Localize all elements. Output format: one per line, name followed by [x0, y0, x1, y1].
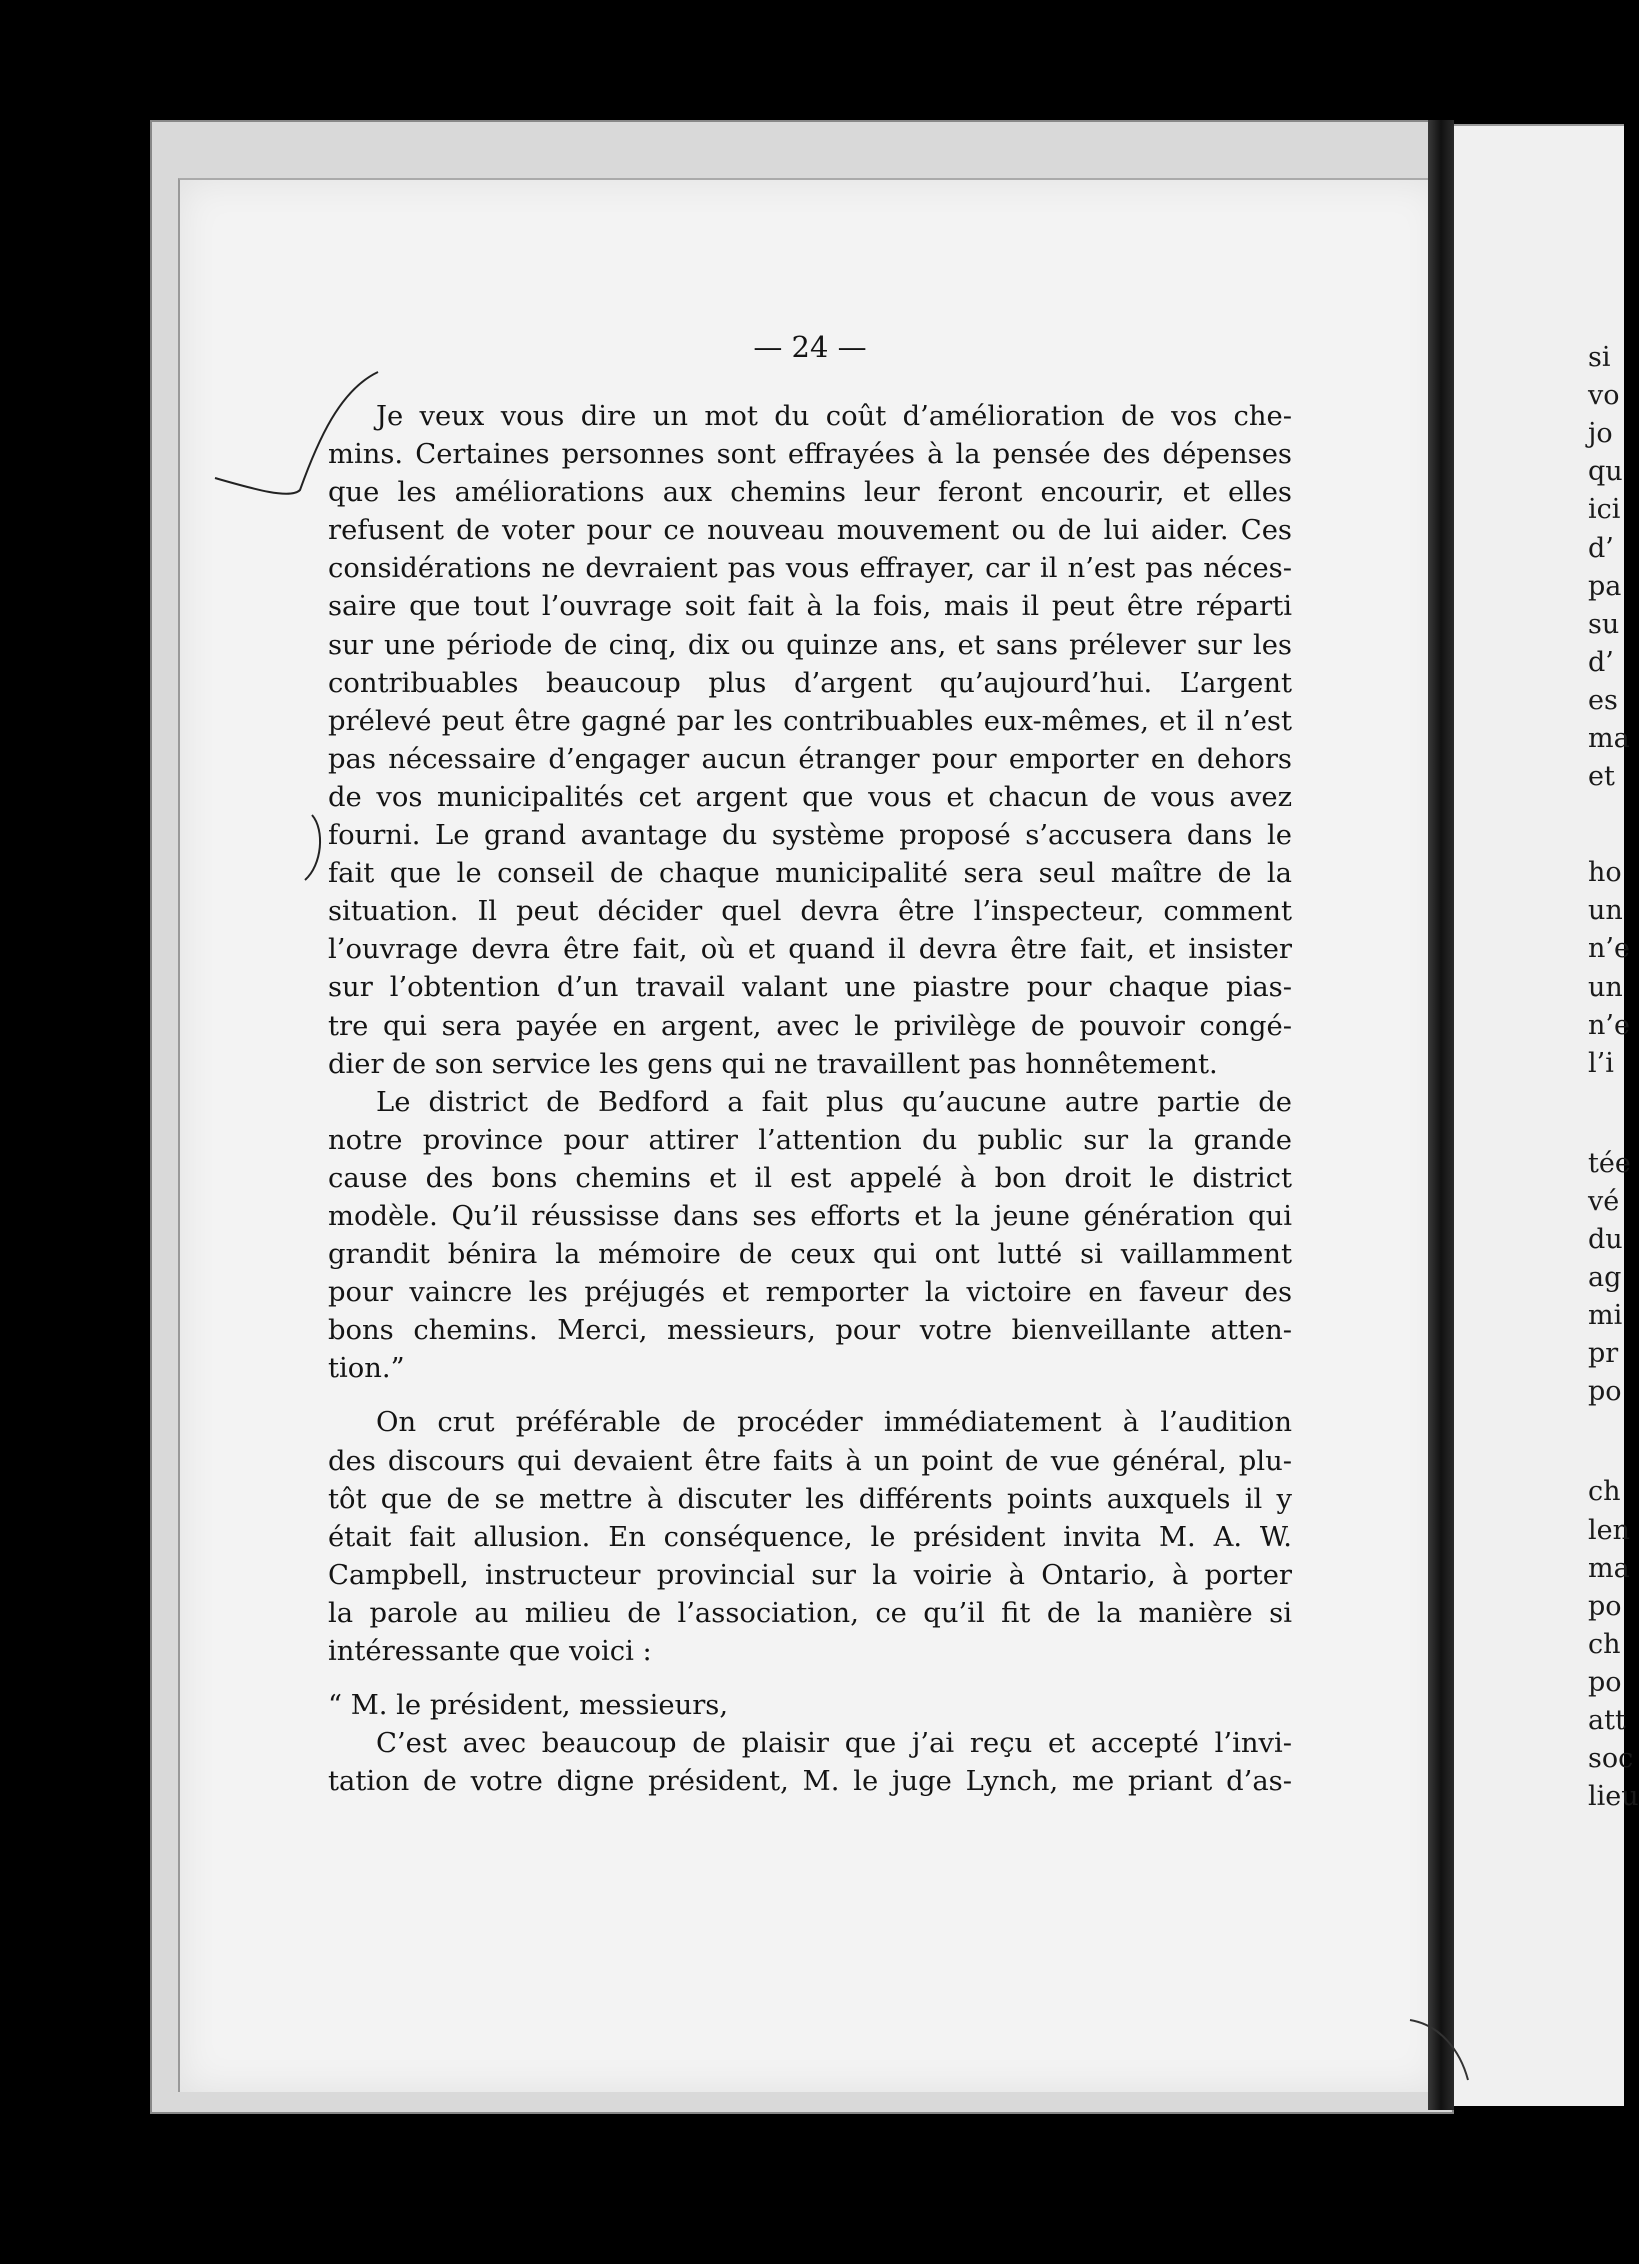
text-line: sur une période de cinq, dix ou quinze ans, et sans prélever sur les: [328, 629, 1292, 661]
text-line: Le district de Bedford a fait plus qu’aucune autre partie de: [376, 1086, 1292, 1118]
next-page-text-fragment: qu: [1588, 456, 1623, 487]
next-page-text-fragment: ma: [1588, 1553, 1630, 1584]
next-page-text-fragment: su: [1588, 609, 1620, 640]
text-line: prélevé peut être gagné par les contribuables eux-mêmes, et il n’est: [328, 705, 1292, 737]
text-line: que les améliorations aux chemins leur feront encourir, et elles: [328, 477, 1292, 509]
text-line: pas nécessaire d’engager aucun étranger pour emporter en dehors: [328, 743, 1292, 775]
next-page-text-fragment: lieu: [1588, 1781, 1639, 1812]
text-line: intéressante que voici :: [328, 1636, 652, 1667]
paragraph-2: [328, 1084, 1292, 1389]
text-line: considérations ne devraient pas vous effrayer, car il n’est pas néces-: [328, 553, 1292, 585]
text-line: notre province pour attirer l’attention du public sur la grande: [328, 1124, 1292, 1156]
next-page-text-fragment: pr: [1588, 1338, 1619, 1369]
next-page-text-fragment: ch: [1588, 1629, 1621, 1660]
next-page-text-fragment: ag: [1588, 1262, 1622, 1293]
text-line: grandit bénira la mémoire de ceux qui ont lutté si vaillamment: [328, 1239, 1292, 1271]
text-line: tre qui sera payée en argent, avec le privilège de pouvoir congé-: [328, 1010, 1292, 1042]
next-page-text-fragment: po: [1588, 1376, 1622, 1407]
next-page-text-fragment: n’e: [1588, 933, 1630, 964]
text-line: de vos municipalités cet argent que vous et chacun de vous avez: [328, 781, 1292, 813]
next-page-text-fragment: jo: [1588, 418, 1613, 449]
next-page-text-fragment: d’: [1588, 533, 1614, 564]
page-body: [328, 398, 1292, 1801]
text-line: C’est avec beaucoup de plaisir que j’ai reçu et accepté l’invi-: [376, 1728, 1292, 1760]
next-page-text-fragment: un: [1588, 895, 1623, 926]
next-page-text-fragment: n’e: [1588, 1010, 1630, 1041]
text-line: tôt que de se mettre à discuter les différents points auxquels il y: [328, 1483, 1292, 1515]
text-line: saire que tout l’ouvrage soit fait à la fois, mais il peut être réparti: [328, 591, 1292, 623]
next-page-text-fragment: l’i: [1588, 1048, 1614, 1079]
text-line: fourni. Le grand avantage du système proposé s’accusera dans le: [328, 820, 1292, 852]
text-line: refusent de voter pour ce nouveau mouvement ou de lui aider. Ces: [328, 515, 1292, 547]
next-page-text-fragment: un: [1588, 972, 1623, 1003]
text-line: cause des bons chemins et il est appelé à bon droit le district: [328, 1162, 1292, 1194]
text-line: tation de votre digne président, M. le juge Lynch, me priant d’as-: [328, 1766, 1292, 1798]
page-number: — 24 —: [753, 330, 867, 364]
text-line: Je veux vous dire un mot du coût d’amélioration de vos che-: [376, 401, 1292, 432]
next-page-text-fragment: ch: [1588, 1476, 1621, 1507]
next-page-text-fragment: si: [1588, 342, 1611, 373]
next-page-text-fragment: ici: [1588, 494, 1621, 525]
text-line: situation. Il peut décider quel devra être l’inspecteur, comment: [328, 896, 1292, 928]
next-page-text-fragment: mi: [1588, 1300, 1623, 1331]
next-page-text-fragment: tée: [1588, 1148, 1631, 1179]
text-line: la parole au milieu de l’association, ce qu’il fit de la manière si: [328, 1597, 1292, 1629]
text-line: sur l’obtention d’un travail valant une piastre pour chaque pias-: [328, 972, 1292, 1004]
right-page-fragment: [1454, 124, 1639, 2106]
paragraph-4: [328, 1725, 1292, 1801]
text-line: dier de son service les gens qui ne travaillent pas honnêtement.: [328, 1048, 1218, 1080]
next-page-text-fragment: ma: [1588, 723, 1630, 754]
text-line: pour vaincre les préjugés et remporter la victoire en faveur des: [328, 1277, 1292, 1309]
text-line: tion.”: [328, 1353, 405, 1385]
next-page-text-fragment: po: [1588, 1667, 1622, 1698]
text-line: des discours qui devaient être faits à un point de vue général, plu-: [328, 1445, 1292, 1477]
text-line: Campbell, instructeur provincial sur la voirie à Ontario, à porter: [328, 1559, 1292, 1591]
salutation: [328, 1687, 1292, 1725]
next-page-text-fragment: po: [1588, 1591, 1622, 1622]
next-page-text-fragment: du: [1588, 1224, 1623, 1255]
paragraph-gap: [328, 1671, 1292, 1687]
paragraph-3: [328, 1404, 1292, 1671]
text-line: mins. Certaines personnes sont effrayées à la pensée des dépenses: [328, 439, 1292, 471]
next-page-text-fragment: vo: [1588, 380, 1620, 411]
text-line: contribuables beaucoup plus d’argent qu’aujourd’hui. L’argent: [328, 667, 1292, 699]
next-page-text-fragment: ho: [1588, 857, 1622, 888]
next-page-text-fragment: et: [1588, 761, 1615, 792]
paragraph-gap: [328, 1388, 1292, 1404]
salutation-line: “ M. le président, messieurs,: [328, 1690, 729, 1722]
text-line: On crut préférable de procéder immédiatement à l’audition: [376, 1407, 1292, 1439]
next-page-text-fragment: pa: [1588, 571, 1622, 602]
next-page-text-fragment: att: [1588, 1705, 1626, 1736]
next-page-text-fragment: soc: [1588, 1743, 1634, 1774]
text-line: modèle. Qu’il réussisse dans ses efforts et la jeune génération qui: [328, 1200, 1292, 1232]
next-page-text-fragment: d’: [1588, 647, 1614, 678]
text-line: bons chemins. Merci, messieurs, pour votre bienveillante atten-: [328, 1315, 1292, 1347]
text-line: fait que le conseil de chaque municipalité sera seul maître de la: [328, 858, 1292, 890]
page-gutter: [1428, 120, 1454, 2110]
next-page-text-fragment: es: [1588, 685, 1618, 716]
next-page-text-fragment: len: [1588, 1515, 1631, 1546]
paragraph-1: [328, 398, 1292, 1084]
text-line: l’ouvrage devra être fait, où et quand il devra être fait, et insister: [328, 934, 1292, 966]
next-page-text-fragment: vé: [1588, 1186, 1620, 1217]
text-line: était fait allusion. En conséquence, le président invita M. A. W.: [328, 1521, 1292, 1553]
